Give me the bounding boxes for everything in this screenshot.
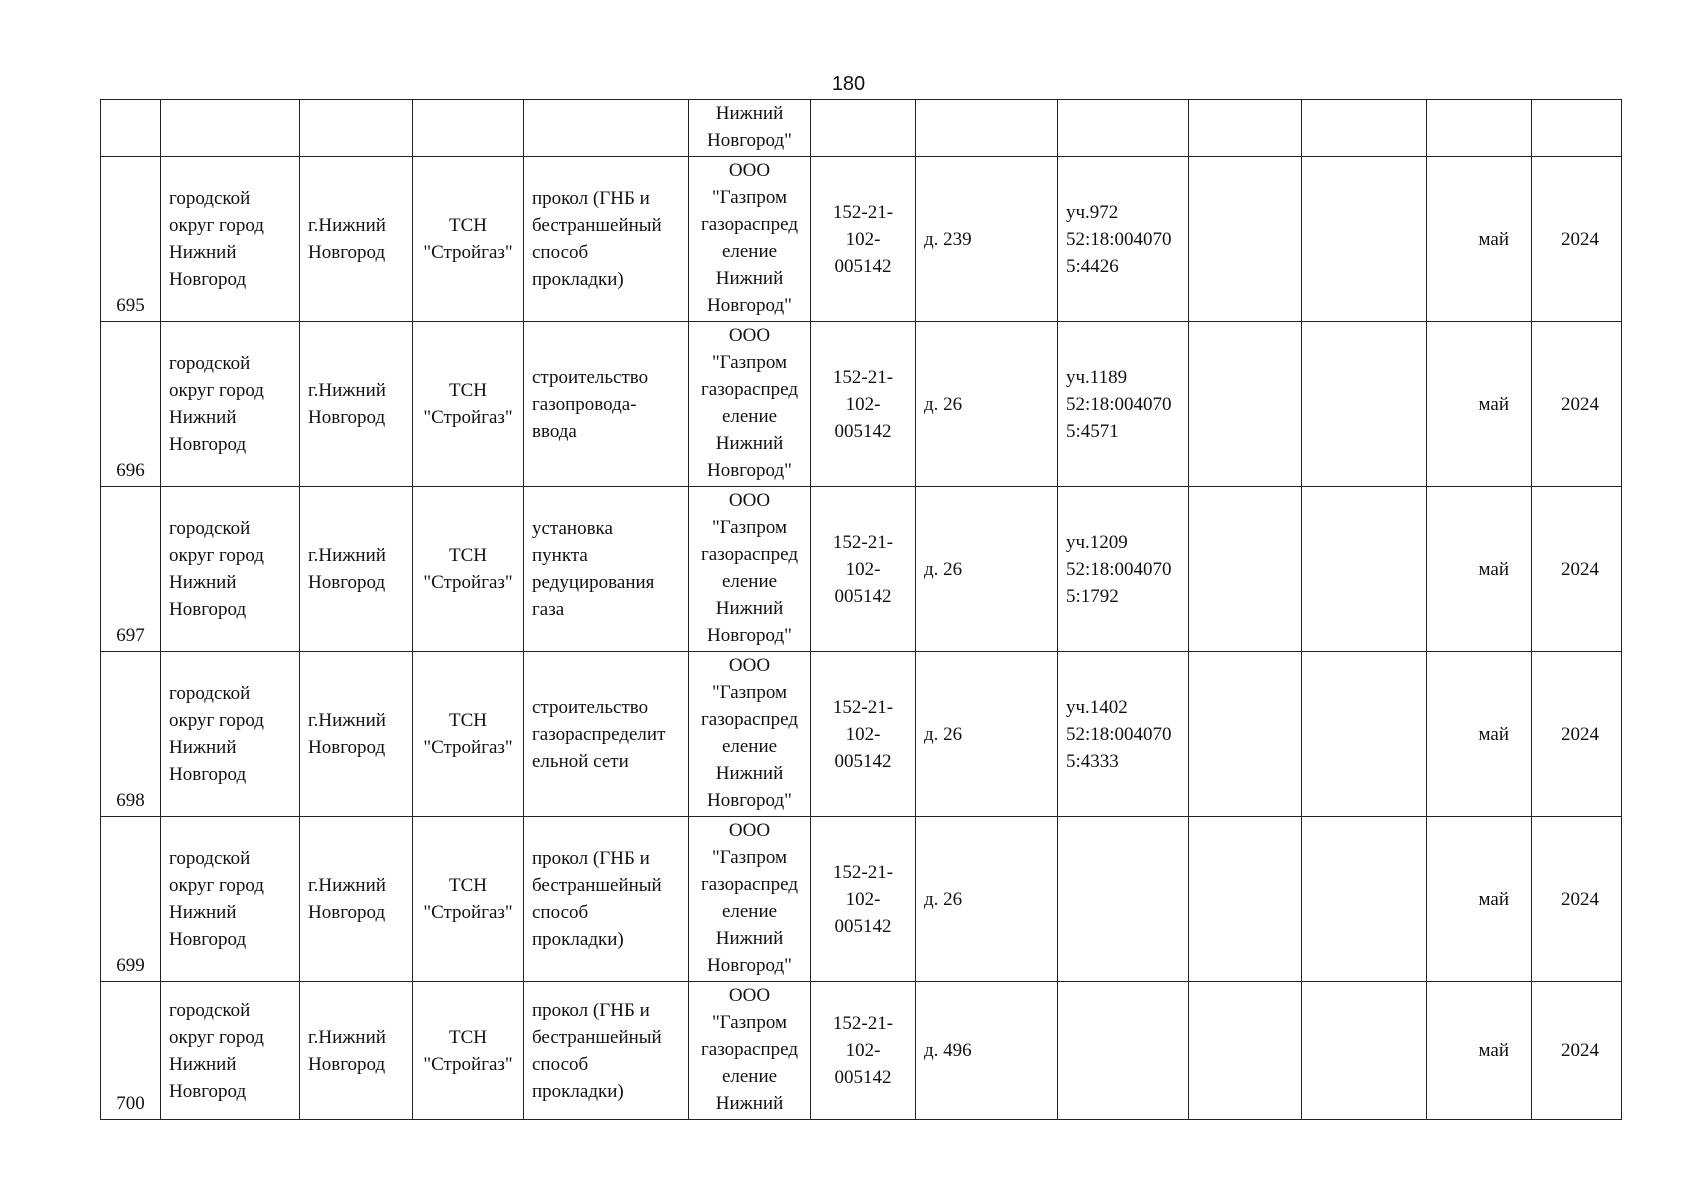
district-cell-line: Новгород xyxy=(169,434,247,455)
empty-cell xyxy=(1189,487,1302,652)
month-cell: май xyxy=(1427,982,1532,1120)
empty-cell xyxy=(1302,652,1427,817)
company-cell-line: ООО xyxy=(728,325,771,346)
work-type-cell-line: строительство xyxy=(532,696,649,718)
cell-city xyxy=(300,100,413,157)
tsn-cell-line: ТСН xyxy=(449,545,487,566)
city-cell-line: г.Нижний xyxy=(308,710,386,731)
code-cell-line: 102- xyxy=(845,228,881,250)
empty-cell xyxy=(1302,322,1427,487)
district-cell xyxy=(161,322,300,487)
work-type-cell-line: редуцирования xyxy=(532,572,655,593)
tsn-cell xyxy=(413,982,524,1120)
company-cell-line: ООО xyxy=(728,655,771,676)
district-cell-line: Нижний xyxy=(169,902,237,923)
code-cell xyxy=(811,322,916,487)
city-cell-line: Новгород xyxy=(308,902,386,923)
house-cell: д. 239 xyxy=(916,157,1058,322)
row-number: 697 xyxy=(101,487,161,652)
work-type-cell xyxy=(524,157,689,322)
tsn-cell-line: "Стройгаз" xyxy=(423,242,513,263)
company-cell xyxy=(689,157,811,322)
table-row xyxy=(101,322,1622,487)
district-cell xyxy=(161,652,300,817)
district-cell xyxy=(161,982,300,1120)
tsn-cell xyxy=(413,487,524,652)
company-cell-line: еление xyxy=(721,241,778,262)
cell-plot xyxy=(1058,100,1189,157)
tsn-cell xyxy=(413,157,524,322)
code-cell xyxy=(811,487,916,652)
plot-cell xyxy=(1058,322,1189,487)
district-cell-line: городской xyxy=(169,188,251,209)
city-cell xyxy=(300,982,413,1120)
work-type-cell-line: прокладки) xyxy=(532,269,624,290)
district-cell-line: Новгород xyxy=(169,1080,247,1102)
company-cell-line: газораспред xyxy=(700,874,798,895)
code-cell-line: 152-21- xyxy=(832,1013,894,1034)
district-cell-line: Нижний xyxy=(169,572,237,593)
plot-cell-line: уч.1209 xyxy=(1066,531,1128,553)
work-type-cell xyxy=(524,652,689,817)
tsn-cell-line: ТСН xyxy=(449,875,487,896)
empty-cell xyxy=(1189,817,1302,982)
company-cell xyxy=(689,487,811,652)
row-number: 695 xyxy=(101,157,161,322)
work-type-cell-line: ельной сети xyxy=(532,750,629,772)
city-cell-line: г.Нижний xyxy=(308,1026,386,1048)
work-type-cell-line: установка xyxy=(532,518,613,539)
district-cell-line: Нижний xyxy=(169,242,237,263)
year-cell: 2024 xyxy=(1532,817,1622,982)
code-cell-line: 152-21- xyxy=(832,531,894,553)
table-row xyxy=(101,487,1622,652)
tsn-cell xyxy=(413,817,524,982)
city-cell-line: г.Нижний xyxy=(308,380,386,401)
code-cell-line: 102- xyxy=(845,393,881,415)
month-cell: май xyxy=(1427,157,1532,322)
work-type-cell-line: прокол (ГНБ и xyxy=(532,848,650,869)
company-cell-line: "Газпром xyxy=(711,1012,788,1033)
city-cell-line: г.Нижний xyxy=(308,545,386,566)
district-cell xyxy=(161,817,300,982)
company-cell-line: газораспред xyxy=(700,544,798,565)
company-cell-line: ООО xyxy=(728,985,771,1006)
district-cell xyxy=(161,157,300,322)
empty-cell xyxy=(1302,487,1427,652)
code-cell-line: 152-21- xyxy=(832,366,894,388)
plot-cell-line: 52:18:004070 xyxy=(1066,723,1172,745)
company-cell-line: Новгород" xyxy=(707,625,792,646)
company-cell-line: "Газпром xyxy=(711,352,788,373)
company-cell-line: Новгород" xyxy=(707,955,792,976)
month-cell: май xyxy=(1427,322,1532,487)
city-cell xyxy=(300,487,413,652)
table-row xyxy=(101,652,1622,817)
plot-cell-line: 5:4426 xyxy=(1066,255,1119,277)
company-cell-line: еление xyxy=(721,406,778,427)
district-cell-line: городской xyxy=(169,683,251,704)
tsn-cell-line: "Стройгаз" xyxy=(423,902,513,923)
city-cell xyxy=(300,817,413,982)
empty-cell xyxy=(1189,157,1302,322)
table-row-continued xyxy=(101,100,1622,157)
month-cell: май xyxy=(1427,817,1532,982)
company-cell-line: ООО xyxy=(728,160,771,181)
work-type-cell-line: строительство xyxy=(532,366,649,388)
district-cell-line: округ город xyxy=(169,545,264,566)
city-cell-line: Новгород xyxy=(308,1053,386,1075)
code-cell-line: 102- xyxy=(845,1040,881,1061)
cell-month xyxy=(1427,100,1532,157)
code-cell xyxy=(811,157,916,322)
plot-cell xyxy=(1058,157,1189,322)
company-cell-line: Новгород" xyxy=(707,295,792,316)
tsn-cell-line: ТСН xyxy=(449,380,487,401)
district-cell-line: округ город xyxy=(169,1026,264,1048)
work-type-cell-line: прокол (ГНБ и xyxy=(532,999,650,1021)
company-cell-line: еление xyxy=(721,736,778,757)
cell-tsn xyxy=(413,100,524,157)
plot-cell xyxy=(1058,487,1189,652)
city-cell-line: г.Нижний xyxy=(308,215,386,236)
work-type-cell-line: способ xyxy=(532,1053,589,1075)
code-cell-line: 102- xyxy=(845,558,881,580)
work-type-cell-line: пункта xyxy=(532,545,588,566)
company-cell-line: Нижний xyxy=(715,1093,784,1114)
plot-cell-line: уч.972 xyxy=(1066,201,1119,223)
tsn-cell-line: ТСН xyxy=(449,710,487,731)
city-cell-line: Новгород xyxy=(308,572,386,593)
company-cell-line: Нижний xyxy=(715,598,784,619)
empty-cell xyxy=(1302,982,1427,1120)
district-cell-line: округ город xyxy=(169,380,264,401)
plot-cell-line: уч.1402 xyxy=(1066,696,1128,718)
district-cell-line: округ город xyxy=(169,215,264,236)
company-cell-line: газораспред xyxy=(700,709,798,730)
tsn-cell-line: "Стройгаз" xyxy=(423,407,513,428)
company-cell xyxy=(689,652,811,817)
plot-cell xyxy=(1058,652,1189,817)
company-tail-line: Новгород" xyxy=(707,130,792,151)
empty-cell xyxy=(1302,817,1427,982)
work-type-cell xyxy=(524,487,689,652)
year-cell: 2024 xyxy=(1532,982,1622,1120)
district-cell-line: Нижний xyxy=(169,1053,237,1075)
work-type-cell-line: прокол (ГНБ и xyxy=(532,188,650,209)
work-type-cell-line: бестраншейный xyxy=(532,875,662,896)
tsn-cell-line: "Стройгаз" xyxy=(423,572,513,593)
code-cell-line: 005142 xyxy=(834,420,892,442)
cell-house xyxy=(916,100,1058,157)
empty-cell xyxy=(1302,157,1427,322)
row-number: 696 xyxy=(101,322,161,487)
company-cell-line: Нижний xyxy=(715,928,784,949)
table-row xyxy=(101,817,1622,982)
code-cell-line: 102- xyxy=(845,723,881,745)
house-cell: д. 26 xyxy=(916,817,1058,982)
cell-company xyxy=(689,100,811,157)
company-tail xyxy=(689,100,810,154)
work-type-cell-line: бестраншейный xyxy=(532,1026,662,1048)
city-cell-line: Новгород xyxy=(308,737,386,758)
district-cell-line: городской xyxy=(169,353,251,374)
work-type-cell xyxy=(524,817,689,982)
company-cell-line: ООО xyxy=(728,490,771,511)
plot-cell-line: 52:18:004070 xyxy=(1066,558,1172,580)
company-cell-line: Нижний xyxy=(715,433,784,454)
tsn-cell-line: "Стройгаз" xyxy=(423,1053,513,1075)
month-cell: май xyxy=(1427,487,1532,652)
district-cell-line: Нижний xyxy=(169,737,237,758)
work-type-cell xyxy=(524,322,689,487)
district-cell-line: Новгород xyxy=(169,764,247,785)
year-cell: 2024 xyxy=(1532,652,1622,817)
row-number: 698 xyxy=(101,652,161,817)
company-cell-line: Нижний xyxy=(715,763,784,784)
plot-cell-line: 5:1792 xyxy=(1066,585,1119,607)
district-cell-line: Нижний xyxy=(169,407,237,428)
district-cell xyxy=(161,487,300,652)
code-cell-line: 152-21- xyxy=(832,696,894,718)
tsn-cell xyxy=(413,322,524,487)
district-cell-line: округ город xyxy=(169,710,264,731)
table-row xyxy=(101,982,1622,1120)
row-number: 699 xyxy=(101,817,161,982)
district-cell-line: Новгород xyxy=(169,269,247,290)
company-cell-line: еление xyxy=(721,901,778,922)
code-cell-line: 005142 xyxy=(834,255,892,277)
company-cell-line: еление xyxy=(721,571,778,592)
work-type-cell-line: газораспределит xyxy=(532,723,666,745)
code-cell-line: 152-21- xyxy=(832,861,894,883)
code-cell-line: 005142 xyxy=(834,750,892,772)
house-cell: д. 496 xyxy=(916,982,1058,1120)
city-cell-line: Новгород xyxy=(308,407,386,428)
work-type-cell-line: бестраншейный xyxy=(532,215,662,236)
code-cell xyxy=(811,982,916,1120)
work-type-cell xyxy=(524,982,689,1120)
code-cell xyxy=(811,652,916,817)
city-cell-line: г.Нижний xyxy=(308,875,386,896)
city-cell xyxy=(300,157,413,322)
empty-cell xyxy=(1189,652,1302,817)
registry-table xyxy=(100,99,1622,1120)
cell-code xyxy=(811,100,916,157)
district-cell-line: Новгород xyxy=(169,599,247,620)
empty-cell xyxy=(1189,982,1302,1120)
cell-empty xyxy=(1189,100,1302,157)
plot-cell-line: 52:18:004070 xyxy=(1066,228,1172,250)
work-type-cell-line: прокладки) xyxy=(532,1080,624,1102)
company-tail-line: Нижний xyxy=(715,103,784,124)
plot-cell xyxy=(1058,817,1189,982)
code-cell xyxy=(811,817,916,982)
district-cell-line: городской xyxy=(169,999,251,1021)
house-cell: д. 26 xyxy=(916,322,1058,487)
district-cell-line: Новгород xyxy=(169,929,247,950)
company-cell-line: ООО xyxy=(728,820,771,841)
company-cell-line: еление xyxy=(721,1066,778,1087)
work-type-cell-line: газа xyxy=(532,599,565,620)
house-cell: д. 26 xyxy=(916,652,1058,817)
year-cell: 2024 xyxy=(1532,157,1622,322)
company-cell-line: Новгород" xyxy=(707,790,792,811)
year-cell: 2024 xyxy=(1532,487,1622,652)
company-cell-line: "Газпром xyxy=(711,517,788,538)
company-cell-line: газораспред xyxy=(700,214,798,235)
house-cell: д. 26 xyxy=(916,487,1058,652)
company-cell-line: "Газпром xyxy=(711,847,788,868)
page-number: 180 xyxy=(831,73,866,95)
cell-district xyxy=(161,100,300,157)
district-cell-line: городской xyxy=(169,848,251,869)
company-cell-line: газораспред xyxy=(700,1039,798,1060)
company-cell xyxy=(689,982,811,1120)
work-type-cell-line: способ xyxy=(532,242,589,263)
tsn-cell-line: ТСН xyxy=(449,1026,487,1048)
tsn-cell-line: ТСН xyxy=(449,215,487,236)
city-cell xyxy=(300,652,413,817)
year-cell: 2024 xyxy=(1532,322,1622,487)
city-cell-line: Новгород xyxy=(308,242,386,263)
district-cell-line: городской xyxy=(169,518,251,539)
company-cell-line: Новгород" xyxy=(707,460,792,481)
company-cell-line: газораспред xyxy=(700,379,798,400)
work-type-cell-line: прокладки) xyxy=(532,929,624,950)
cell-work xyxy=(524,100,689,157)
plot-cell-line: 52:18:004070 xyxy=(1066,393,1172,415)
month-cell: май xyxy=(1427,652,1532,817)
row-number: 700 xyxy=(101,982,161,1120)
work-type-cell-line: газопровода- xyxy=(532,393,637,415)
company-cell-line: Нижний xyxy=(715,268,784,289)
company-cell xyxy=(689,322,811,487)
code-cell-line: 005142 xyxy=(834,915,892,937)
work-type-cell-line: ввода xyxy=(532,420,577,442)
code-cell-line: 005142 xyxy=(834,1067,892,1088)
cell-year xyxy=(1532,100,1622,157)
plot-cell-line: 5:4333 xyxy=(1066,750,1119,772)
cell-empty xyxy=(1302,100,1427,157)
table-row xyxy=(101,157,1622,322)
tsn-cell xyxy=(413,652,524,817)
company-cell xyxy=(689,817,811,982)
city-cell xyxy=(300,322,413,487)
code-cell-line: 102- xyxy=(845,888,881,910)
work-type-cell-line: способ xyxy=(532,902,589,923)
company-cell-line: "Газпром xyxy=(711,187,788,208)
district-cell-line: округ город xyxy=(169,875,264,896)
code-cell-line: 152-21- xyxy=(832,201,894,223)
plot-cell-line: уч.1189 xyxy=(1066,366,1128,388)
code-cell-line: 005142 xyxy=(834,585,892,607)
cell-num xyxy=(101,100,161,157)
plot-cell-line: 5:4571 xyxy=(1066,420,1119,442)
plot-cell xyxy=(1058,982,1189,1120)
empty-cell xyxy=(1189,322,1302,487)
company-cell-line: "Газпром xyxy=(711,682,788,703)
tsn-cell-line: "Стройгаз" xyxy=(423,737,513,758)
